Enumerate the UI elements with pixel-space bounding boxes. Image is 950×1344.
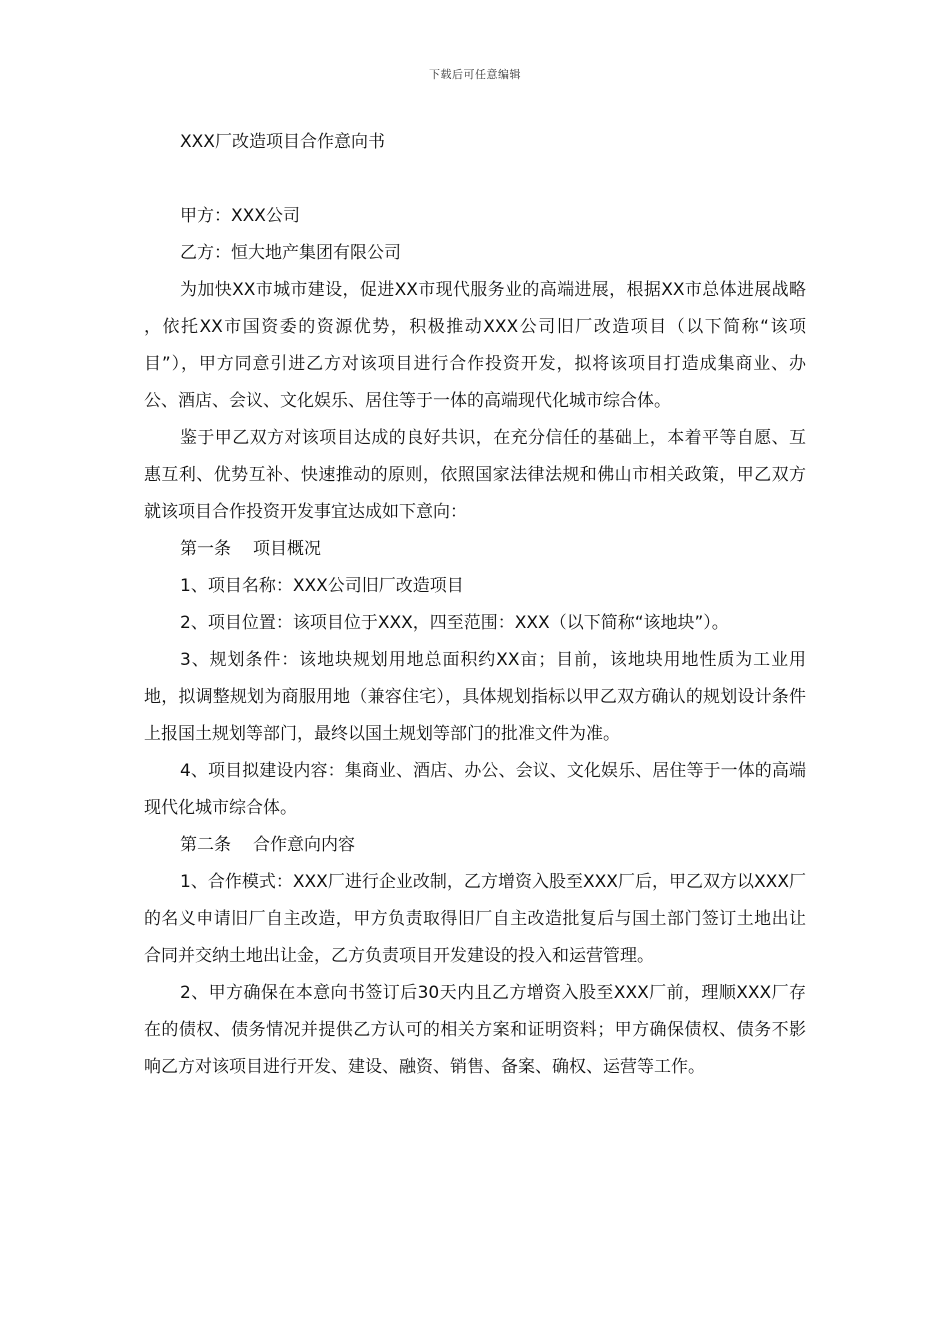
- article-2-item-2: 2、甲方确保在本意向书签订后30天内且乙方增资入股至XXX厂前，理顺XXX厂存在的债权、债务情况并提供乙方认可的相关方案和证明资料；甲方确保债权、债务不影响乙方对该项目进行开发、建设、融资、销售、备案、确权、运营等工作。: [144, 983, 806, 1077]
- document-body: [144, 124, 806, 1086]
- header-note: 下载后可任意编辑: [429, 68, 521, 81]
- article-1-number: 第一条: [180, 539, 231, 559]
- intro-paragraph-2: 鉴于甲乙双方对该项目达成的良好共识，在充分信任的基础上，本着平等自愿、互惠互利、优势互补、快速推动的原则，依照国家法律法规和佛山市相关政策，甲乙双方就该项目合作投资开发事宜达成如下意向：: [144, 428, 806, 522]
- party-a: 甲方：XXX公司: [180, 206, 300, 226]
- article-1-item-3: 3、规划条件：该地块规划用地总面积约XX亩；目前，该地块用地性质为工业用地，拟调整规划为商服用地（兼容住宅），具体规划指标以甲乙双方确认的规划设计条件上报国土规划等部门，最终以国土规划等部门的批准文件为准。: [144, 650, 806, 744]
- article-2-number: 第二条: [180, 835, 231, 855]
- document-title: XXX厂改造项目合作意向书: [180, 132, 385, 152]
- article-1-item-4: 4、项目拟建设内容：集商业、酒店、办公、会议、文化娱乐、居住等于一体的高端现代化城市综合体。: [144, 761, 806, 818]
- article-2-heading: [144, 827, 806, 864]
- intro-paragraph-1: 为加快XX市城市建设，促进XX市现代服务业的高端进展，根据XX市总体进展战略 ，依托XX市国资委的资源优势，积极推动XXX公司旧厂改造项目（以下简称“该项目”），甲方同意引进乙方对该项目进行合作投资开发，拟将该项目打造成集商业、办公、酒店、会议、文化娱乐、居住等于一体的高端现代化城市综合体。: [144, 280, 806, 411]
- article-1-title: 项目概况: [253, 539, 321, 559]
- party-b: 乙方：恒大地产集团有限公司: [180, 243, 401, 263]
- article-1-item-2: 2、项目位置：该项目位于XXX，四至范围：XXX（以下简称“该地块”）。: [180, 613, 729, 633]
- article-1-item-1: 1、项目名称：XXX公司旧厂改造项目: [180, 576, 464, 596]
- article-1-heading: [144, 531, 806, 568]
- article-2-title: 合作意向内容: [253, 835, 355, 855]
- article-2-item-1: 1、合作模式：XXX厂进行企业改制，乙方增资入股至XXX厂后，甲乙双方以XXX厂的名义申请旧厂自主改造，甲方负责取得旧厂自主改造批复后与国土部门签订土地出让合同并交纳土地出让金，乙方负责项目开发建设的投入和运营管理。: [144, 872, 806, 966]
